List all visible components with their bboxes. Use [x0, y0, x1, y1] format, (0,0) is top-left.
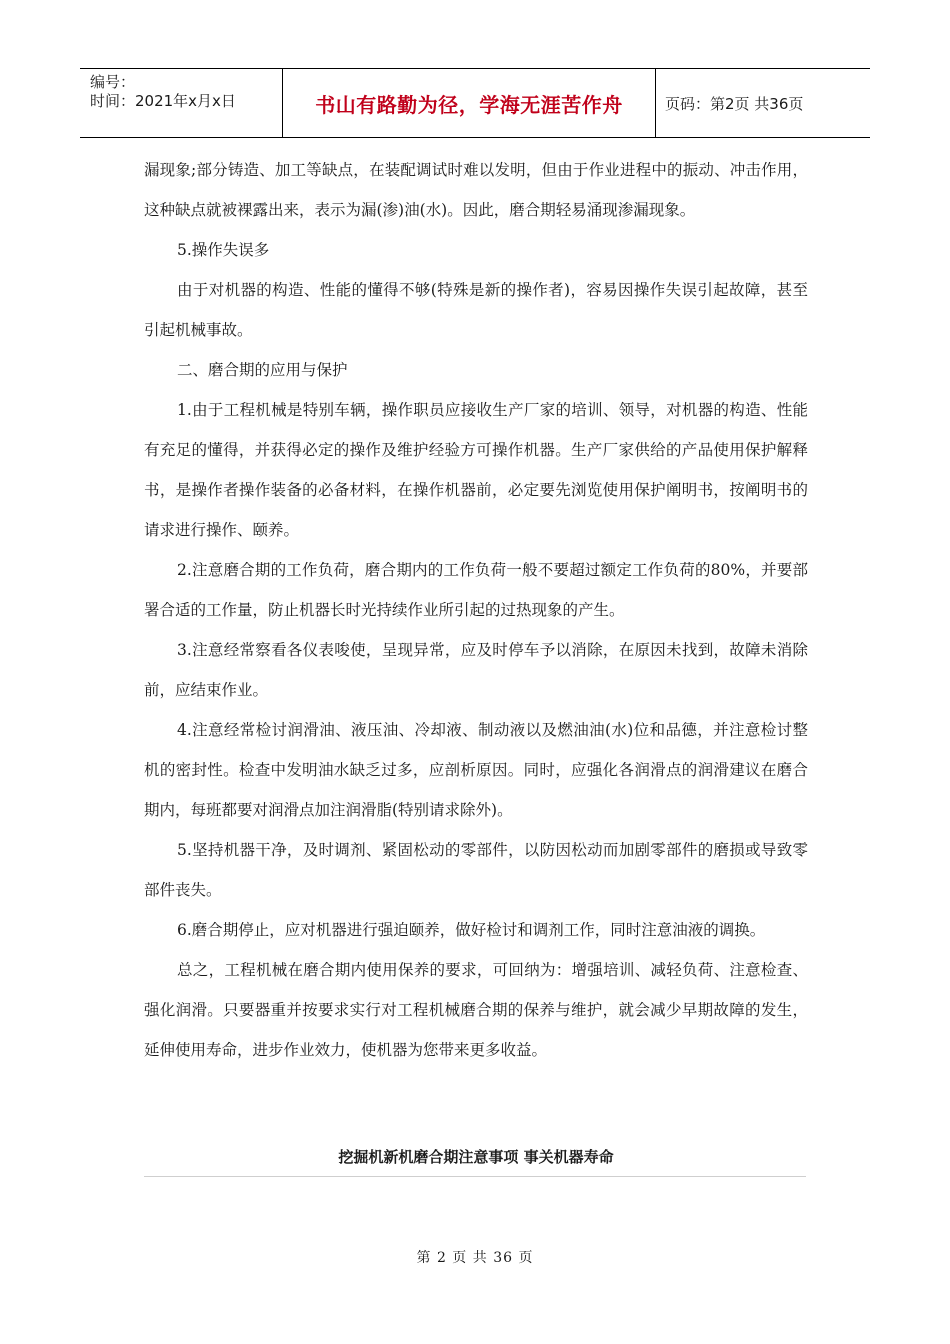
header-meta	[80, 69, 282, 137]
body-paragraph: 5.坚持机器干净，及时调剂、紧固松动的零部件，以防因松动而加剧零部件的磨损或导致零部件丧失。	[144, 841, 808, 899]
article-subtitle: 挖掘机新机磨合期注意事项 事关机器寿命	[338, 1148, 614, 1166]
document-time-label: 时间：2021年x月x日	[90, 92, 236, 110]
body-paragraph: 1.由于工程机械是特别车辆，操作职员应接收生产厂家的培训、领导，对机器的构造、性能有充足的懂得，并获得必定的操作及维护经验方可操作机器。生产厂家供给的产品使用保护解释书，是操作者操作装备的必备材料，在操作机器前，必定要先浏览使用保护阐明书，按阐明书的请求进行操作、颐养。	[144, 401, 808, 539]
body-paragraph: 由于对机器的构造、性能的懂得不够(特殊是新的操作者)，容易因操作失误引起故障，甚至引起机械事故。	[144, 281, 808, 339]
body-paragraph: 2.注意磨合期的工作负荷，磨合期内的工作负荷一般不要超过额定工作负荷的80%，并要部署合适的工作量，防止机器长时光持续作业所引起的过热现象的产生。	[144, 561, 808, 619]
page-header	[80, 68, 870, 138]
header-page-info: 页码：第2页 共36页	[665, 94, 804, 113]
document-number-label: 编号：	[90, 73, 136, 91]
page-footer: 第 2 页 共 36 页	[416, 1250, 534, 1266]
body-paragraph: 3.注意经常察看各仪表唆使，呈现异常，应及时停车予以消除，在原因未找到，故障未消除前，应结束作业。	[144, 641, 808, 699]
section-heading: 5.操作失误多	[177, 241, 270, 259]
body-paragraph: 漏现象;部分铸造、加工等缺点，在装配调试时难以发明，但由于作业进程中的振动、冲击作用，这种缺点就被裸露出来，表示为漏(渗)油(水)。因此，磨合期轻易涌现渗漏现象。	[144, 161, 808, 219]
section-heading: 二、磨合期的应用与保护	[177, 361, 348, 379]
body-paragraph: 4.注意经常检讨润滑油、液压油、冷却液、制动液以及燃油油(水)位和品德，并注意检讨整机的密封性。检查中发明油水缺乏过多，应剖析原因。同时，应强化各润滑点的润滑建议在磨合期内，每班都要对润滑点加注润滑脂(特别请求除外)。	[144, 721, 808, 819]
document-body	[144, 150, 808, 1070]
header-motto: 书山有路勤为径，学海无涯苦作舟	[282, 69, 656, 137]
divider	[144, 1176, 806, 1177]
body-paragraph: 总之，工程机械在磨合期内使用保养的要求，可回纳为：增强培训、减轻负荷、注意检查、强化润滑。只要器重并按要求实行对工程机械磨合期的保养与维护，就会减少早期故障的发生，延伸使用寿命，进步作业效力，使机器为您带来更多收益。	[144, 961, 808, 1059]
body-paragraph: 6.磨合期停止，应对机器进行强迫颐养，做好检讨和调剂工作，同时注意油液的调换。	[177, 921, 766, 939]
